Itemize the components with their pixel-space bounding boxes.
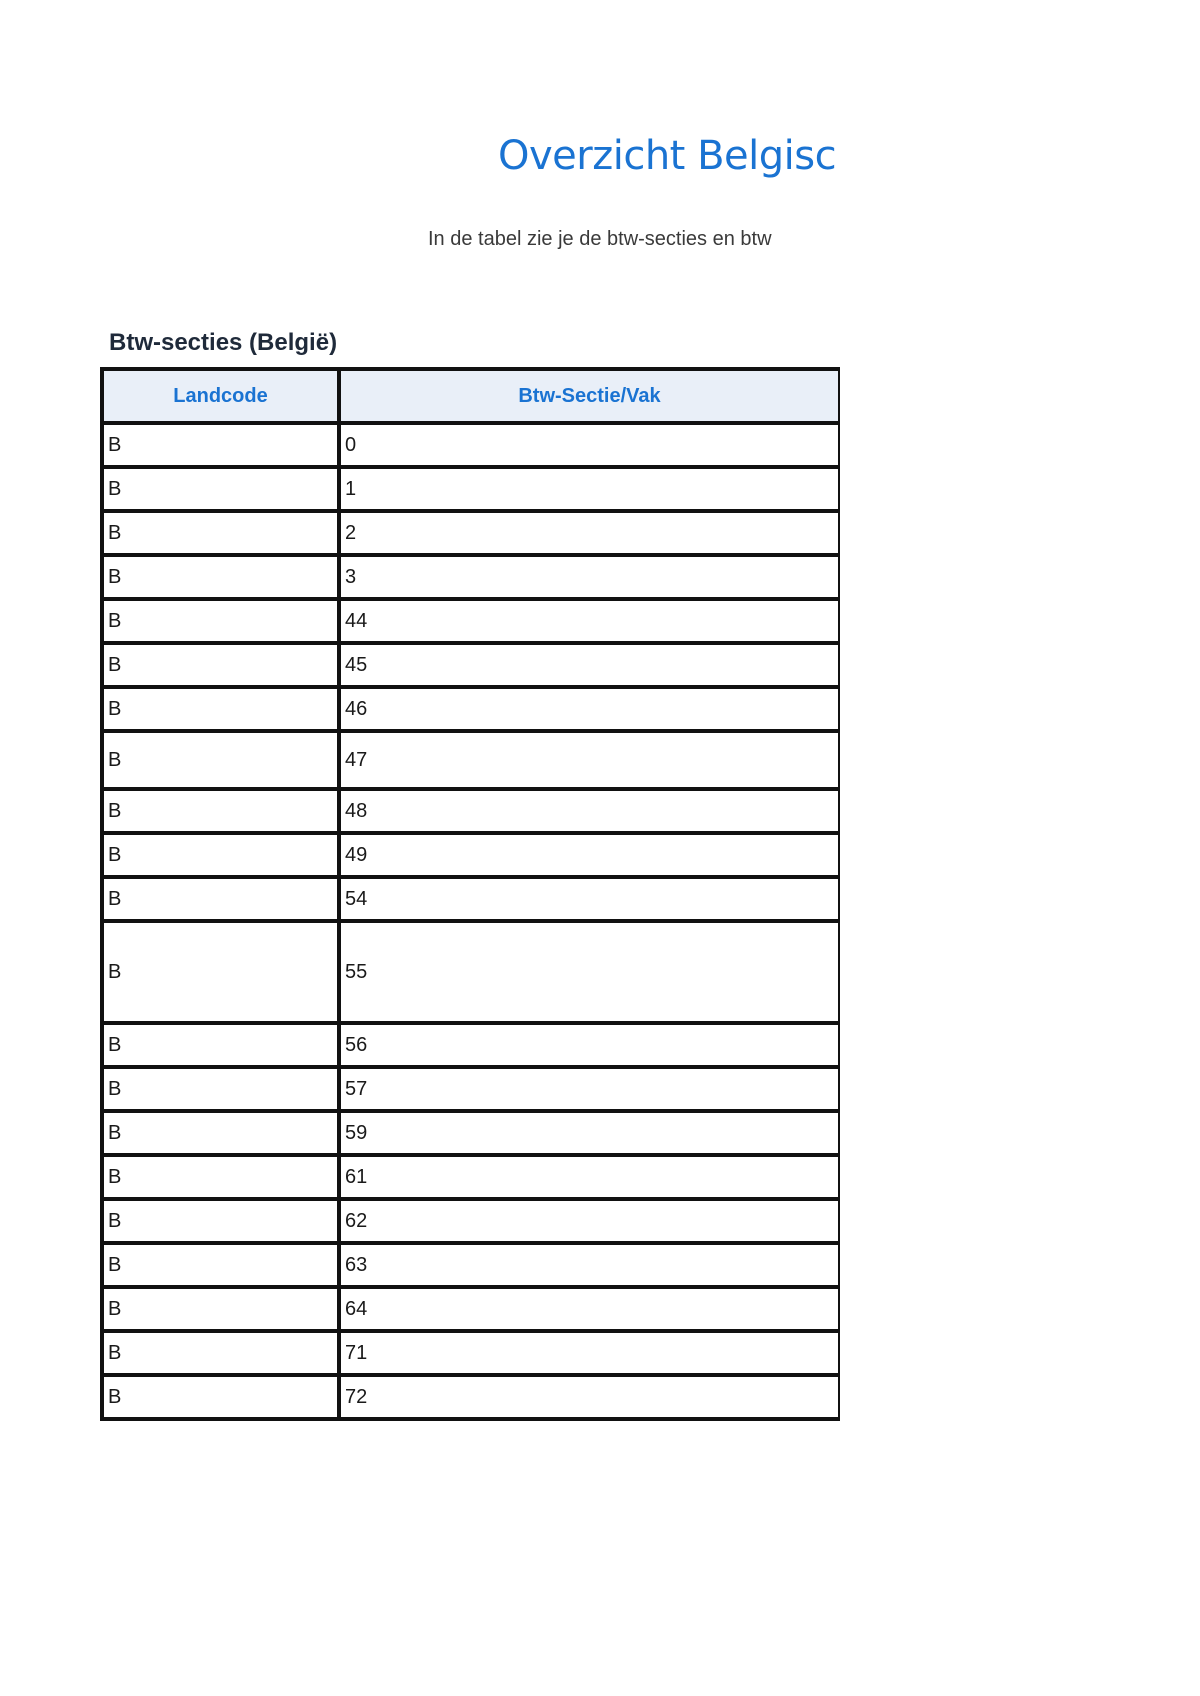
btw-sectie-cell: 62 [339, 1199, 840, 1243]
column-header-btw-sectie: Btw-Sectie/Vak [339, 369, 840, 423]
table-row [102, 731, 840, 789]
landcode-cell: B [102, 1155, 339, 1199]
table-row [102, 599, 840, 643]
landcode-cell: B [102, 789, 339, 833]
btw-sectie-cell: 57 [339, 1067, 840, 1111]
landcode-cell: B [102, 1199, 339, 1243]
table-row [102, 467, 840, 511]
table-row [102, 833, 840, 877]
btw-sectie-cell: 64 [339, 1287, 840, 1331]
landcode-cell: B [102, 1287, 339, 1331]
table-row [102, 1111, 840, 1155]
btw-sectie-cell: 55 [339, 921, 840, 1023]
table-row [102, 1243, 840, 1287]
vat-sections-table [100, 367, 840, 1421]
landcode-cell: B [102, 833, 339, 877]
btw-sectie-cell: 0 [339, 423, 840, 467]
landcode-cell: B [102, 731, 339, 789]
btw-sectie-cell: 63 [339, 1243, 840, 1287]
table-row [102, 687, 840, 731]
btw-sectie-cell: 44 [339, 599, 840, 643]
landcode-cell: B [102, 877, 339, 921]
btw-sectie-cell: 72 [339, 1375, 840, 1419]
landcode-cell: B [102, 1331, 339, 1375]
table-row [102, 423, 840, 467]
table-row [102, 1067, 840, 1111]
btw-sectie-cell: 45 [339, 643, 840, 687]
table-row [102, 789, 840, 833]
page-title: Overzicht Belgisc [498, 133, 837, 179]
btw-sectie-cell: 59 [339, 1111, 840, 1155]
landcode-cell: B [102, 1023, 339, 1067]
btw-sectie-cell: 2 [339, 511, 840, 555]
table-row [102, 1375, 840, 1419]
intro-text: In de tabel zie je de btw-secties en btw [428, 228, 772, 250]
btw-sectie-cell: 61 [339, 1155, 840, 1199]
landcode-cell: B [102, 467, 339, 511]
landcode-cell: B [102, 599, 339, 643]
table-header-row [102, 369, 840, 423]
column-header-landcode: Landcode [102, 369, 339, 423]
landcode-cell: B [102, 1375, 339, 1419]
btw-sectie-cell: 49 [339, 833, 840, 877]
landcode-cell: B [102, 423, 339, 467]
btw-sectie-cell: 71 [339, 1331, 840, 1375]
landcode-cell: B [102, 1067, 339, 1111]
landcode-cell: B [102, 1111, 339, 1155]
table-row [102, 1331, 840, 1375]
landcode-cell: B [102, 1243, 339, 1287]
table-row [102, 921, 840, 1023]
btw-sectie-cell: 46 [339, 687, 840, 731]
btw-sectie-cell: 1 [339, 467, 840, 511]
landcode-cell: B [102, 511, 339, 555]
table-row [102, 1287, 840, 1331]
section-title: Btw-secties (België) [109, 329, 338, 356]
table-row [102, 643, 840, 687]
table-row [102, 1155, 840, 1199]
btw-sectie-cell: 54 [339, 877, 840, 921]
landcode-cell: B [102, 687, 339, 731]
table-row [102, 555, 840, 599]
btw-sectie-cell: 48 [339, 789, 840, 833]
table-row [102, 1023, 840, 1067]
table-row [102, 877, 840, 921]
table-row [102, 511, 840, 555]
landcode-cell: B [102, 555, 339, 599]
landcode-cell: B [102, 643, 339, 687]
btw-sectie-cell: 3 [339, 555, 840, 599]
landcode-cell: B [102, 921, 339, 1023]
btw-sectie-cell: 47 [339, 731, 840, 789]
btw-sectie-cell: 56 [339, 1023, 840, 1067]
table-row [102, 1199, 840, 1243]
